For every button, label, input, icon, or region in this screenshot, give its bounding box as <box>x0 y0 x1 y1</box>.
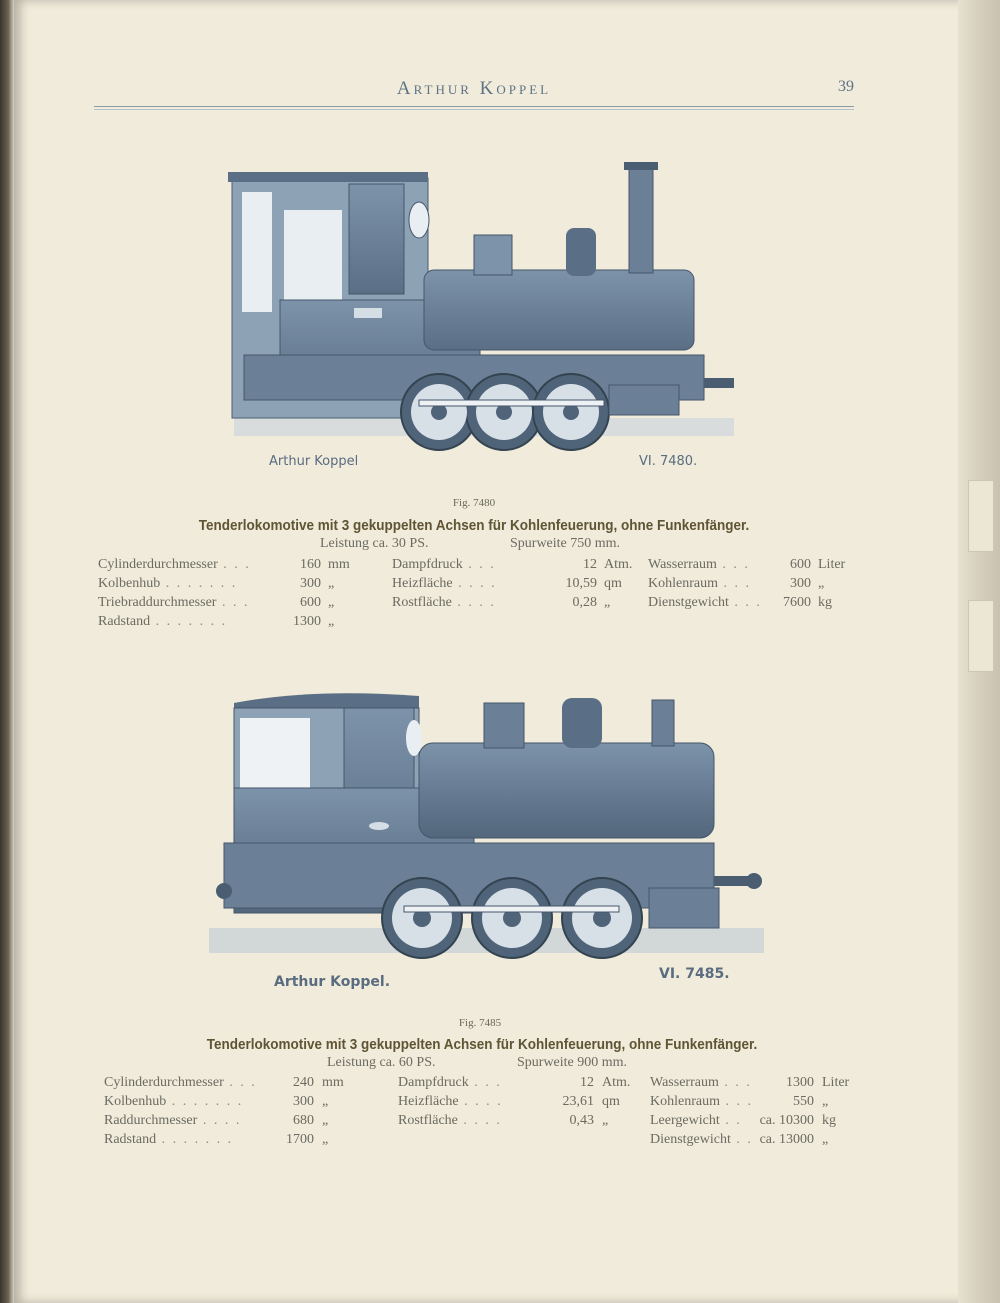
spec-unit: „ <box>328 595 335 610</box>
spec-row <box>398 1075 652 1093</box>
spec-leader-dots: . . . <box>716 557 750 572</box>
spec-row <box>648 576 868 594</box>
spec-row <box>392 595 654 613</box>
spec-value: 600 <box>790 557 811 572</box>
photo-plate-number: VI. 7485. <box>659 966 730 982</box>
locomotive-photo-7485 <box>194 688 774 998</box>
spec-row <box>392 576 654 594</box>
spec-leader-dots: . . . . . . . <box>150 614 228 629</box>
locomotive-photo-7480 <box>214 150 754 475</box>
spec-label: Dienstgewicht <box>650 1132 731 1147</box>
spec-leader-dots: . . . <box>718 1075 752 1090</box>
spec-leader-dots: . . . . <box>451 595 496 610</box>
photo-plate-left-label: Arthur Koppel. <box>274 974 391 990</box>
spec-label: Heizfläche <box>398 1094 459 1109</box>
spec-value: ca. 10300 <box>759 1113 814 1128</box>
spec-unit: Atm. <box>604 557 633 572</box>
spec-value: 550 <box>793 1094 814 1109</box>
spec-value: 0,43 <box>569 1113 594 1128</box>
spec-leader-dots: . . . <box>223 1075 257 1090</box>
spec-value: ca. 13000 <box>759 1132 814 1147</box>
spec-row <box>650 1075 872 1093</box>
spec-label: Dampfdruck <box>398 1075 469 1090</box>
spec-label: Cylinderdurchmesser <box>98 557 218 572</box>
spec-row <box>398 1113 652 1131</box>
spec-unit: Atm. <box>602 1075 631 1090</box>
spec-label: Wasserraum <box>650 1075 719 1090</box>
spec-unit: „ <box>818 576 825 591</box>
spec-label: Kolbenhub <box>104 1094 167 1109</box>
spec-value: 7600 <box>783 595 811 610</box>
spec-row <box>392 557 654 575</box>
spec-value: 600 <box>300 595 321 610</box>
spec-leader-dots: . . . <box>728 595 762 610</box>
spec-unit: mm <box>322 1075 344 1090</box>
spec-unit: Liter <box>822 1075 850 1090</box>
spec-label: Dampfdruck <box>392 557 463 572</box>
spec-label: Dienstgewicht <box>648 595 729 610</box>
spec-leader-dots: . . . . . . . <box>166 1094 244 1109</box>
spec-label: Kohlenraum <box>650 1094 720 1109</box>
spec-label: Kohlenraum <box>648 576 718 591</box>
spec-unit: „ <box>322 1094 329 1109</box>
spec-row <box>104 1075 372 1093</box>
spec-row <box>104 1132 372 1150</box>
spec-unit: „ <box>602 1113 609 1128</box>
spec-value: 10,59 <box>565 576 597 591</box>
spec-label: Rostfläche <box>398 1113 458 1128</box>
spec-label: Cylinderdurchmesser <box>104 1075 224 1090</box>
catalog-page <box>14 0 964 1303</box>
spec-unit: „ <box>328 576 335 591</box>
leistung-7480: Leistung ca. 30 PS. <box>320 536 429 551</box>
spec-unit: mm <box>328 557 350 572</box>
book-binding-edge <box>0 0 14 1303</box>
locomotive-illustration-1 <box>214 150 754 475</box>
spec-row <box>98 557 378 575</box>
spec-unit: qm <box>604 576 622 591</box>
spec-value: 1300 <box>786 1075 814 1090</box>
spec-label: Radstand <box>104 1132 157 1147</box>
spec-row <box>650 1132 872 1150</box>
spec-row <box>648 557 868 575</box>
spec-row <box>98 595 378 613</box>
spec-value: 1300 <box>293 614 321 629</box>
spec-value: 300 <box>790 576 811 591</box>
spurweite-7480: Spurweite 750 mm. <box>510 536 621 551</box>
spec-unit: qm <box>602 1094 620 1109</box>
spec-unit: „ <box>822 1132 829 1147</box>
spec-leader-dots: . . <box>719 1113 742 1128</box>
spec-value: 160 <box>300 557 321 572</box>
page-title: Arthur Koppel <box>396 78 552 99</box>
header-rule <box>94 109 854 110</box>
spec-label: Raddurchmesser <box>104 1113 198 1128</box>
running-header <box>94 76 854 107</box>
spec-row <box>398 1094 652 1112</box>
spec-leader-dots: . . . . <box>452 576 497 591</box>
figure-label-7485: Fig. 7485 <box>458 1017 502 1029</box>
locomotive-illustration-2 <box>194 688 774 998</box>
spec-value: 23,61 <box>562 1094 594 1109</box>
spurweite-7485: Spurweite 900 mm. <box>517 1055 628 1070</box>
spec-unit: „ <box>322 1113 329 1128</box>
spec-value: 240 <box>293 1075 314 1090</box>
spec-unit: „ <box>822 1094 829 1109</box>
spec-value: 0,28 <box>572 595 597 610</box>
spec-value: 300 <box>300 576 321 591</box>
spec-value: 12 <box>580 1075 594 1090</box>
spec-label: Rostfläche <box>392 595 452 610</box>
spec-label: Heizfläche <box>392 576 453 591</box>
spec-leader-dots: . . . <box>216 595 250 610</box>
spec-unit: kg <box>818 595 832 610</box>
photo-plate-left-label: Arthur Koppel <box>269 454 359 469</box>
spec-label: Kolbenhub <box>98 576 161 591</box>
spec-unit: Liter <box>818 557 846 572</box>
spec-label: Triebraddurchmesser <box>98 595 217 610</box>
spec-leader-dots: . . <box>730 1132 753 1147</box>
spec-row <box>98 576 378 594</box>
spec-label: Wasserraum <box>648 557 717 572</box>
spec-value: 680 <box>293 1113 314 1128</box>
spec-leader-dots: . . . <box>468 1075 502 1090</box>
spec-unit: „ <box>322 1132 329 1147</box>
spec-unit: kg <box>822 1113 836 1128</box>
spec-leader-dots: . . . . . . . <box>156 1132 234 1147</box>
spec-row <box>104 1094 372 1112</box>
spec-leader-dots: . . . <box>717 576 751 591</box>
index-tab <box>968 600 994 672</box>
spec-value: 300 <box>293 1094 314 1109</box>
index-tab <box>968 480 994 552</box>
spec-unit: „ <box>604 595 611 610</box>
spec-value: 12 <box>583 557 597 572</box>
spec-row <box>650 1113 872 1131</box>
spec-leader-dots: . . . . <box>197 1113 242 1128</box>
figure-heading-7485: Tenderlokomotive mit 3 gekuppelten Achsen für Kohlenfeuerung, ohne Funkenfänger. <box>206 1036 758 1053</box>
spec-row <box>648 595 868 613</box>
spec-row <box>98 614 378 632</box>
leistung-7485: Leistung ca. 60 PS. <box>327 1055 436 1070</box>
spec-label: Leergewicht <box>650 1113 720 1128</box>
photo-plate-number: VI. 7480. <box>639 454 698 469</box>
spec-value: 1700 <box>286 1132 314 1147</box>
page-number: 39 <box>838 78 854 95</box>
spec-leader-dots: . . . . <box>458 1094 503 1109</box>
spec-leader-dots: . . . . . . . <box>160 576 238 591</box>
page-edge-strip <box>958 0 1000 1303</box>
spec-leader-dots: . . . <box>217 557 251 572</box>
spec-label: Radstand <box>98 614 151 629</box>
spec-leader-dots: . . . <box>719 1094 753 1109</box>
figure-heading-7480: Tenderlokomotive mit 3 gekuppelten Achsen für Kohlenfeuerung, ohne Funkenfänger. <box>198 517 750 534</box>
figure-label-7480: Fig. 7480 <box>452 497 496 509</box>
spec-leader-dots: . . . <box>462 557 496 572</box>
spec-unit: „ <box>328 614 335 629</box>
spec-row <box>650 1094 872 1112</box>
spec-leader-dots: . . . . <box>457 1113 502 1128</box>
spec-row <box>104 1113 372 1131</box>
